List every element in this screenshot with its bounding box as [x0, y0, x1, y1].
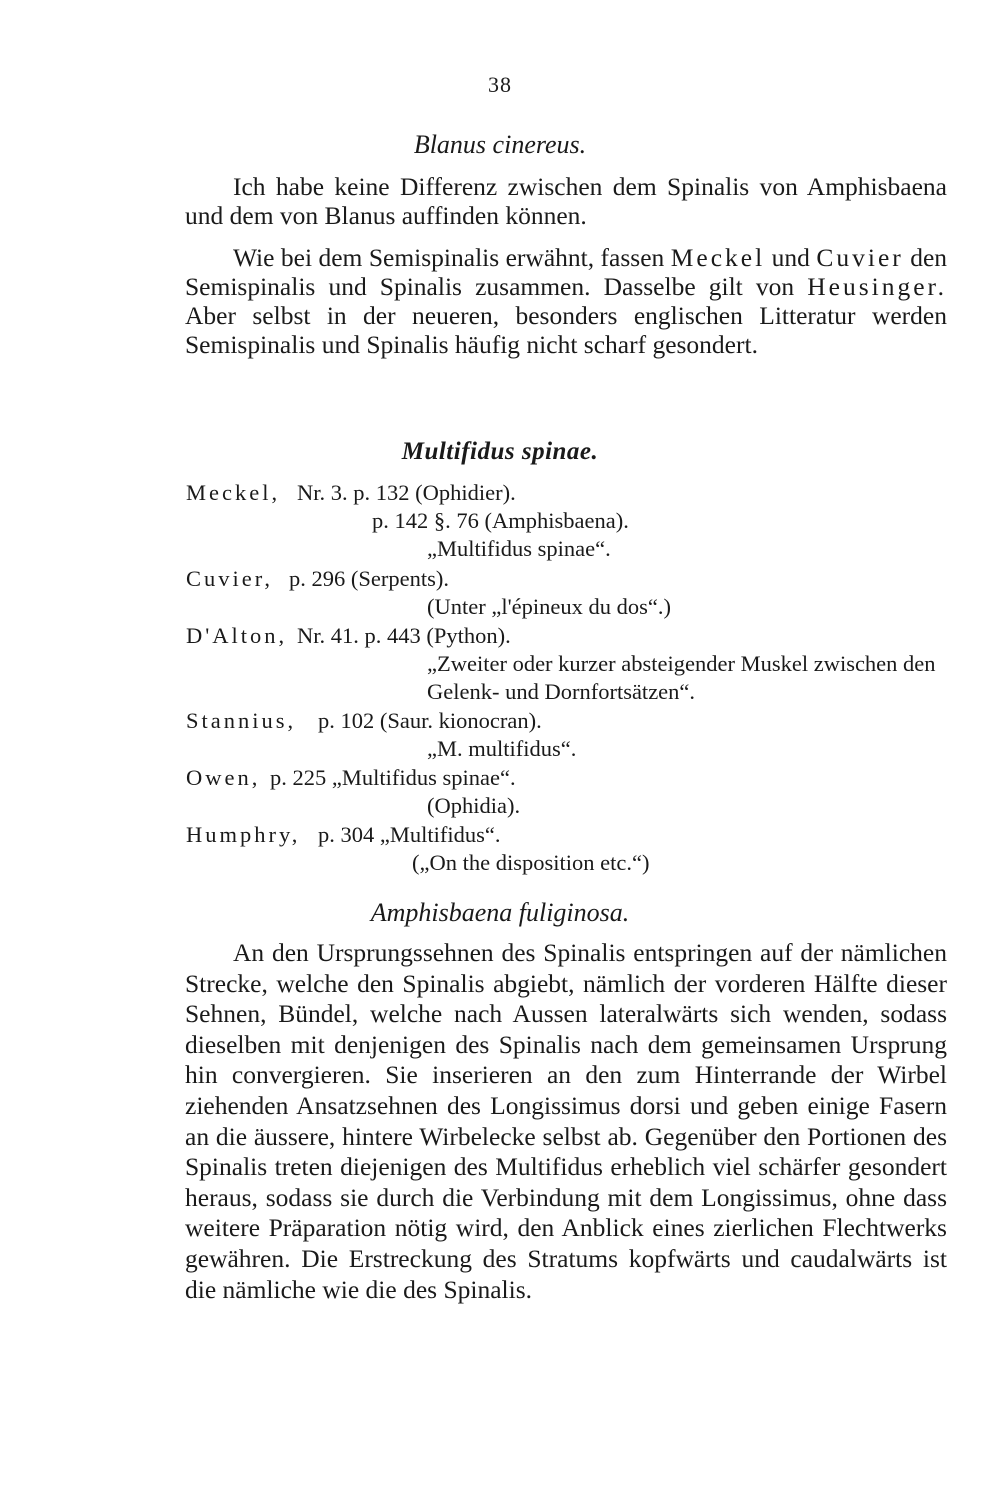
- section-heading-amphisbaena: Amphisbaena fuliginosa.: [370, 898, 630, 927]
- author-name: Meckel: [670, 243, 766, 272]
- section-heading-multifidus: Multifidus spinae.: [401, 438, 599, 465]
- ref-text: p. 142 §. 76 (Amphisbaena).: [372, 508, 629, 533]
- paragraph-amphisbaena: [185, 938, 947, 1305]
- paragraph-text: Ich habe keine Differenz zwischen dem Spinalis von Amphisbaena und dem von Blanus auffinden können.: [185, 172, 947, 230]
- page-number: 38: [488, 72, 512, 97]
- ref-author: Meckel,: [186, 480, 281, 505]
- author-name: Heusinger.: [807, 272, 948, 301]
- ref-author: Stannius,: [186, 708, 297, 733]
- ref-text: Nr. 41. p. 443 (Python).: [297, 623, 511, 648]
- ref-text: „Zweiter oder kurzer absteigender Muskel zwischen den Gelenk- und Dornfortsätzen“.: [427, 651, 936, 704]
- ref-text: „M. multifidus“.: [427, 736, 577, 761]
- paragraph-blanus-2: [185, 243, 947, 359]
- ref-text: p. 102 (Saur. kionocran).: [318, 708, 542, 733]
- author-name: Cuvier: [816, 243, 904, 272]
- ref-text: „Multifidus spinae“.: [427, 536, 611, 561]
- ref-author: Humphry,: [186, 822, 301, 847]
- ref-text: p. 225 „Multifidus spinae“.: [270, 765, 516, 790]
- ref-author: Owen,: [186, 765, 261, 790]
- ref-author: Cuvier,: [186, 566, 273, 591]
- ref-text: p. 296 (Serpents).: [289, 566, 449, 591]
- ref-author: D'Alton,: [186, 623, 288, 648]
- section-heading-blanus: Blanus cinereus.: [413, 130, 587, 159]
- paragraph-text: An den Ursprungssehnen des Spinalis entspringen auf der nämlichen Strecke, welche den Spinalis abgiebt, nämlich der vorderen Hälfte dieser Sehnen, Bündel, welche nach Aussen lateralwärts sich wenden, sodass dieselben mit denjenigen des Spinalis nach dem gemeinsamen Ursprung hin convergieren. Sie inserieren an den zum Hinterrande der Wirbel ziehenden Ansatzsehnen des Longissimus dorsi und geben einige Fasern an die äussere, hintere Wirbelecke selbst ab. Gegenüber den Portionen des Spinalis treten diejenigen des Multifidus erheblich viel schärfer gesondert heraus, sodass sie durch die Verbindung mit dem Longissimus, ohne dass weitere Präparation nötig wird, den Anblick eines zierlichen Flechtwerks gewähren. Die Erstreckung des Stratums kopfwärts und caudalwärts ist die nämliche wie die des Spinalis.: [185, 938, 947, 1304]
- ref-text: (Ophidia).: [427, 793, 521, 818]
- ref-text: („On the disposition etc.“): [412, 850, 650, 875]
- paragraph-text: Aber selbst in der neueren, besonders englischen Litteratur werden Semispinalis und Spinalis häufig nicht scharf gesondert.: [185, 301, 947, 359]
- ref-text: Nr. 3. p. 132 (Ophidier).: [297, 480, 516, 505]
- paragraph-text: und: [771, 243, 810, 272]
- paragraph-text: den Semispinalis und Spinalis zusammen. Dasselbe gilt von: [185, 243, 948, 301]
- paragraph-blanus-1: [185, 172, 947, 230]
- ref-text: p. 304 „Multifidus“.: [318, 822, 501, 847]
- ref-text: (Unter „l'épineux du dos“.): [427, 594, 671, 619]
- paragraph-text: Wie bei dem Semispinalis erwähnt, fassen: [233, 243, 665, 272]
